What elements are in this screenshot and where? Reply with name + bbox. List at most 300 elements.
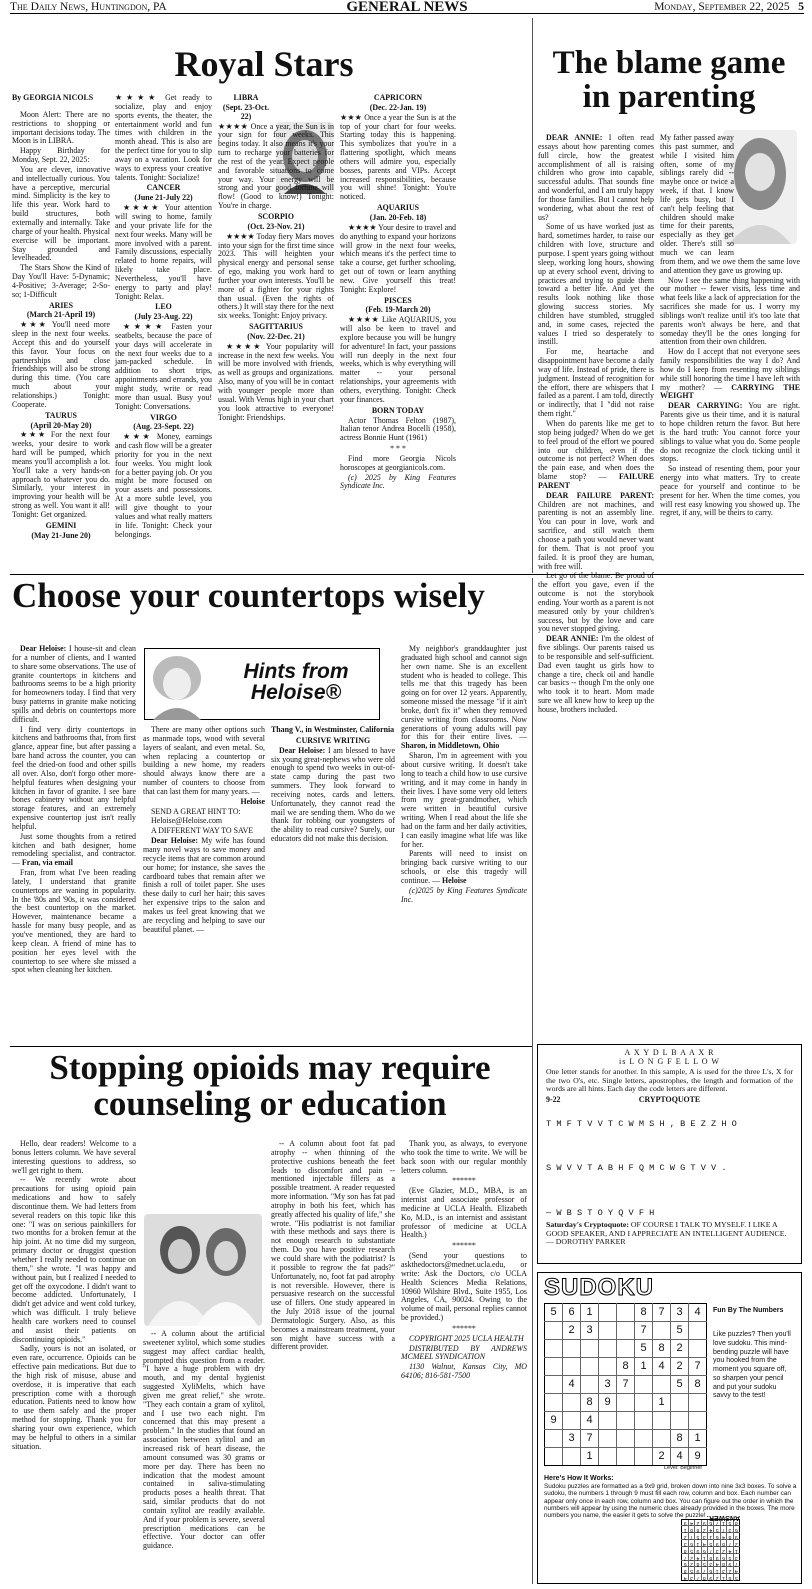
sudoku-cell: 5	[702, 1561, 706, 1568]
sudoku-cell: 7	[715, 1520, 719, 1527]
doctors-send: (Send your questions to askthedoctors@mednet.ucla.edu, or write: Ask the Doctors, c/o UCLA Health Sciences Media Relations, 10960 Wilshire Blvd., Suite 1955, Los Angeles, CA, 90024. Owing to the volume of mail, personal replies cannot be provided.)	[401, 1251, 527, 1323]
sudoku-cell	[689, 1394, 707, 1412]
sudoku-row	[682, 1574, 740, 1581]
sudoku-cell: 3	[722, 1568, 725, 1575]
crypto-line-2: S W V V T A B H F Q M C W G T V V .	[546, 1162, 727, 1173]
page-number: 5	[798, 1, 804, 13]
sudoku-cell	[563, 1340, 581, 1358]
heloise-sig-4: Sharon, in Middletown, Ohio	[401, 741, 500, 751]
sudoku-row	[545, 1322, 707, 1340]
doctors-stars-3: ******	[452, 1323, 476, 1333]
annie-sig-2: CARRYING THE WEIGHT	[660, 382, 800, 401]
sudoku-row	[682, 1540, 740, 1547]
newspaper-name: The Daily News, Huntingdon, PA	[10, 1, 167, 13]
doctors-address: 1130 Walnut, Kansas City, MO 64106; 816-581-7500	[401, 1362, 527, 1381]
annie-p8-text: My father passed away this past summer, and while I visited him often, some of my siblings rarely did -- maybe once or twice a week, if that. I know life gets busy, but I can't help feeling that children should make time for their parents, especially as they get older. There's still so much we can learn from them, and we owe them the same love and attention they gave us growing up.	[660, 133, 800, 275]
sign-cancer: CANCER	[146, 183, 181, 193]
sudoku-row	[682, 1567, 740, 1574]
doctors-p3: Sadly, yours is not an isolated, or even rare, occurrence. Opioids can be effective pain medications. But due to the high risk of misuse, abuse and overdose, it is imperative that each prescription come with a thorough education. Patients need to know how to use them safely and the proper method for stopping. Thank you for sharing your own experience, which may be helpful to others in a similar situation.	[12, 1344, 136, 1451]
sudoku-cell: 5	[671, 1322, 689, 1340]
annie-photo-float	[734, 134, 800, 250]
sudoku-cell: 3	[709, 1561, 713, 1568]
sudoku-cell: 3	[715, 1547, 719, 1554]
born-today-text: Actor Thomas Felton (1987), Italian tenor Andrea Bocelli (1958), actress Bonnie Hunt (1961)	[340, 415, 456, 443]
sudoku-cell: 5	[709, 1540, 713, 1547]
sudoku-answer-grid	[681, 1519, 740, 1581]
sudoku-cell: 9	[715, 1540, 719, 1547]
doctors-bio: (Eve Glazier, M.D., MBA, is an internist and associate professor of medicine at UCLA Health. Elizabeth Ko, M.D., is an internist and assistant professor of medicine at UCLA Health.)	[401, 1186, 527, 1240]
sudoku-cell: 3	[734, 1554, 738, 1561]
sudoku-cell: 9	[545, 1412, 563, 1430]
issue-date: Monday, September 22, 2025	[654, 1, 790, 13]
sudoku-cell: 2	[653, 1448, 671, 1466]
sudoku-cell: 4	[728, 1547, 732, 1554]
sudoku-answer-label: ANSWER:	[706, 1514, 740, 1521]
dates-aquarius: (Jan. 20-Feb. 18)	[369, 212, 427, 222]
sudoku-cell	[599, 1430, 617, 1448]
crypto-title: CRYPTOQUOTE	[638, 1095, 701, 1105]
heloise-c1b: I find very dirty countertops in kitchens and bathrooms that, from first glance, appear fine, but after passing a bare hand across the counter, you can feel the dried-on food and other spills all over. Also, don't forgo other more-helpful features when designing your kitchen in favor of granite. I see bare bones cabinetry without any helpful storage features, and an extremely expensive countertop just isn't really helpful.	[12, 724, 136, 831]
dates-scorpio: (Oct. 23-Nov. 21)	[247, 221, 305, 231]
divider	[10, 1046, 532, 1047]
sudoku-cell: 1	[581, 1448, 599, 1466]
more-horoscopes: Find more Georgia Nicols horoscopes at georgianicols.com.	[340, 453, 456, 472]
sudoku-cell: 1	[653, 1394, 671, 1412]
sudoku-cell: 8	[683, 1568, 687, 1575]
doctors-photo	[144, 1214, 262, 1326]
sudoku-cell: 8	[728, 1534, 732, 1541]
heloise-subhead-cursive: CURSIVE WRITING	[295, 735, 371, 745]
sign-pisces: PISCES	[384, 295, 412, 305]
heloise-send-hint: SEND A GREAT HINT TO:	[151, 806, 241, 816]
annie-p3: For me, heartache and disappointment have become a daily way of life. Instead of pride, there is judgment. Instead of recognition for the effort, there are whispers that I failed as a parent. I am told, directly or indirectly, that I "did not raise them right."	[538, 347, 654, 419]
sudoku-cell: 8	[722, 1561, 725, 1568]
page-header	[10, 0, 804, 14]
sudoku-fun-title: Fun By The Numbers	[713, 1307, 784, 1314]
annie-headline: The blame game in parenting	[552, 45, 786, 116]
annie-col-1	[538, 133, 655, 714]
divider	[532, 18, 533, 573]
sudoku-cell: 9	[715, 1554, 719, 1561]
sign-capricorn: CAPRICORN	[373, 93, 423, 102]
sudoku-cell: 4	[581, 1412, 599, 1430]
divider-stars: * * *	[390, 444, 406, 454]
crypto-saturday	[546, 1221, 793, 1247]
sudoku-cell: 8	[671, 1430, 689, 1448]
sudoku-cell	[653, 1430, 671, 1448]
sudoku-cell: 9	[696, 1547, 700, 1554]
doctors-stars-2: ******	[452, 1241, 476, 1251]
birthday-text: You are clever, innovative and intellectually curious. You have a perceptive, mercurial mind. Simplicity is the key to life this year. Work hard to build structures, both externally and internally. Take charge of your health. Physical exercise will be important. Stay grounded and levelheaded.	[12, 164, 110, 263]
sudoku-cell	[617, 1430, 635, 1448]
annie-p6: Let go of the blame. Be proud of the effort you gave, even if the outcome is not the storybook ending. Your worth as a parent is not measured only by your children's success, but by the love and care you never stopped giving.	[538, 571, 654, 634]
sudoku-cell	[635, 1430, 653, 1448]
sudoku-cell: 9	[696, 1568, 700, 1575]
text-leo: ★★★★ Fasten your seatbelts, because the pace of your days will accelerate in the next four weeks due to a jam-packed schedule. In addition to short trips, appointments and errands, you might study, write or read more than usual. Busy you! Tonight: Conversations.	[115, 322, 212, 411]
heloise-c4: My neighbor's granddaughter just graduated high school and cannot sign her own name. She is an excellent student who is headed to college. This tells me that this tragedy has been going on for over 12 years. Apparently, someone missed the message "if it ain't broke, don't fix it" when they removed cursive writing from classrooms. Now generations of young adults will pay for this for their entire lives. —	[401, 644, 527, 742]
sudoku-cell	[653, 1376, 671, 1394]
divider	[532, 578, 533, 1584]
sudoku-cell: 1	[702, 1554, 706, 1561]
heloise-c2f: My wife has found many novel ways to save money and recycle items that are common around our home; for instance, she saves the cardboard tubes that remain after we finish a roll of toilet paper. She uses these daily to curl her hair; this saves her expensive trips to the salon and makes us feel great knowing that we are recycling and helping to save our beautiful planet. —	[143, 836, 265, 934]
crypto-line-1: T M F T V V T C W M S H , B E Z Z H O	[546, 1119, 738, 1130]
sudoku-cell	[689, 1322, 707, 1340]
sudoku-cell: 7	[690, 1534, 694, 1541]
sudoku-cell	[653, 1412, 671, 1430]
dates-cancer: (June 21-July 22)	[134, 193, 193, 203]
sign-scorpio: SCORPIO	[258, 211, 294, 221]
sudoku-cell: 6	[722, 1554, 725, 1561]
sudoku-cell: 4	[563, 1376, 581, 1394]
sudoku-cell: 1	[683, 1527, 687, 1534]
heloise-col-3	[271, 726, 395, 1040]
sudoku-cell	[563, 1448, 581, 1466]
sudoku-cell: 1	[696, 1540, 700, 1547]
heloise-copyright: (c)2025 by King Features Syndicate Inc.	[401, 885, 527, 904]
sudoku-cell: 5	[690, 1568, 694, 1575]
birthday-line: Happy Birthday for Monday, Sept. 22, 2025:	[12, 146, 110, 165]
sudoku-cell: 6	[709, 1568, 713, 1575]
sudoku-cell: 7	[689, 1358, 707, 1376]
sudoku-cell: 3	[690, 1575, 694, 1581]
sudoku-row	[682, 1560, 740, 1567]
sudoku-cell	[563, 1412, 581, 1430]
annie-p5: Children are not machines, and parenting is not an assembly line. You can pour in love, work and sacrifice, and still watch them choose a path you would never want for them. That is not proof you failed. It is proof they are human, with free will.	[538, 499, 654, 571]
text-libra: ★★★★ Once a year, the Sun is in your sign for four weeks. This begins today. It also means it's your turn to recharge your batteries for the rest of the year. Expect people and favorable situations to come your way. Your energy will be strong and your good fortune will flow! (Good to know!) Tonight: You're in charge.	[218, 121, 334, 211]
born-today-heading: BORN TODAY	[371, 405, 425, 415]
sudoku-cell: 5	[728, 1554, 732, 1561]
sign-virgo: VIRGO	[150, 412, 177, 422]
doctors-p5: -- A column about foot fat pad atrophy -- when thinning of the protective cushions beneath the feet leads to discomfort and pain -- mentioned injectable fillers as a possible treatment. A reader requested more information. "My son has fat pad atrophy in both his feet, which has greatly affected his quality of life," she wrote. "His podiatrist is not familiar with these methods and says there is not enough research to substantiate them. Do you have positive research we could share with the podiatrist? Is it possible to regrow the fat pads?" Unfortunately, no, foot fat pad atrophy is not reversible. However, there is persuasive research on the successful use of fillers. One study appeared in the July 2018 issue of the journal Dermatologic Surgery. Also, as this becomes a mainstream treatment, your son might have success with a different provider.	[271, 1139, 395, 1352]
sudoku-cell: 3	[599, 1376, 617, 1394]
sudoku-cell: 2	[563, 1322, 581, 1340]
annie-p11: You are right. Parents give us their time, and it is natural to hope children return the favor. But here is the hard truth: You cannot force your siblings to value what you do. Some people do not recognize the clock ticking until it stops.	[660, 401, 800, 464]
sudoku-cell	[545, 1376, 563, 1394]
sudoku-cell: 3	[702, 1534, 706, 1541]
sudoku-cell: 1	[722, 1575, 725, 1581]
doctors-col-1	[12, 1140, 136, 1586]
sudoku-cell: 2	[671, 1340, 689, 1358]
sudoku-cell: 4	[696, 1554, 700, 1561]
sudoku-cell: 1	[715, 1568, 719, 1575]
dates-libra: (Sept. 23-Oct. 22)	[222, 102, 270, 121]
heloise-c1c: Just some thoughts from a retired kitchen and bath designer, home remodeling specialist, and contractor. —	[12, 831, 136, 868]
sudoku-cell: 7	[728, 1540, 732, 1547]
doctors-copyright: COPYRIGHT 2025 UCLA HEALTH	[409, 1333, 524, 1343]
sudoku-cell	[563, 1394, 581, 1412]
sudoku-cell: 8	[722, 1540, 725, 1547]
sudoku-cell: 2	[671, 1358, 689, 1376]
sudoku-cell: 5	[545, 1304, 563, 1322]
doctors-col-2	[143, 1330, 265, 1586]
crypto-date: 9-22	[546, 1095, 561, 1105]
heloise-email: Heloise@Heloise.com	[151, 816, 223, 826]
crypto-line-3: — W B S T O Y Q V F H	[546, 1208, 655, 1219]
text-aquarius: ★★★★ Your desire to travel and do anything to expand your horizons will grow in the next four weeks, which means it's the perfect time to take a course, get further schooling, get out of town or learn anything new. Give yourself this treat! Tonight: Explore!	[340, 222, 456, 294]
doctors-p4: -- A column about the artificial sweetener xylitol, which some studies suggest may affect cardiac health, prompted this question from a reader. "I have a huge problem with dry mouth, and my dental hygienist suggested XyliMelts, which have given me great relief," she wrote. "They each contain a gram of xylitol, and I use two each night. I'm concerned that this may present a problem." In the studies that found an association between xylitol and an increased risk of heart disease, the amount consumed was 30 grams or more per day. There has been no indication that the modest amount contained in saliva-stimulating products poses a health threat. That said, similar products that do not contain xylitol are readily available. And if your problem is severe, several prescription medications can be effective. Your doctor can offer guidance.	[143, 1329, 265, 1551]
sudoku-cell: 5	[671, 1376, 689, 1394]
sudoku-row	[545, 1430, 707, 1448]
crypto-saturday-label: Saturday's Cryptoquote:	[546, 1219, 629, 1229]
sudoku-cell	[581, 1358, 599, 1376]
annie-sig-1: FAILURE PARENT	[538, 472, 654, 490]
heloise-headline: Choose your countertops wisely	[12, 576, 485, 615]
sudoku-row	[545, 1412, 707, 1430]
annie-p10: How do I accept that not everyone sees family responsibilities the way I do? And how do I keep from resenting my siblings while still honoring the time I have left with my mother? —	[660, 347, 800, 392]
text-pisces: ★★★★ Like AQUARIUS, you will also be keen to travel and explore because you will be hungry for adventure! In fact, your passions will run deeply in the next four weeks, which is why everything will matter -- your personal relationships, your agreements with others, everything. Tonight: Check your finances.	[340, 315, 456, 404]
annie-p4: When do parents like me get to stop being judged? When do we get to feel proud of the effort we poured into our children, even if the outcome is not perfect? When does the pain ease, and when does the blame stop? —	[538, 419, 654, 482]
sudoku-cell	[653, 1322, 671, 1340]
sudoku-level: Level: Beginner	[664, 1465, 703, 1471]
heloise-c2b: There are many other options such as manmade tops, wood with several layers of sealant, and even metal. So, when replacing a countertop or building a new home, my readers should always know there are a number of counters to choose from that can last them for many years. —	[143, 725, 265, 796]
doctors-col-4	[401, 1140, 527, 1586]
doctors-headline: Stopping opioids may require counseling or education	[49, 1048, 491, 1124]
sudoku-cell	[635, 1412, 653, 1430]
horoscope-col-1	[12, 94, 110, 570]
sudoku-cell: 2	[696, 1520, 700, 1527]
sudoku-cell: 7	[683, 1554, 687, 1561]
horoscope-copyright: (c) 2025 by King Features Syndicate Inc.	[340, 472, 456, 491]
sudoku-cell: 8	[683, 1547, 687, 1554]
horoscope-col-3	[218, 94, 334, 570]
sudoku-cell	[617, 1448, 635, 1466]
doctors-p2: -- We recently wrote about precautions for using opioid pain medications and how to safely discontinue them. We had letters from several readers on this topic like this one: "I was on serious painkillers for two months for a broken femur at the hip joint. At no time did my surgeon, primary doctor or druggist question whether I really needed to continue on them," she wrote. "I was happy and without pain, but I realized I needed to get off the oxycodone. I didn't want to become addicted. Unfortunately, I didn't get advice and went cold turkey, which was difficult. I truly believe health care workers need to counsel and assist their patients on discontinuing opioids."	[12, 1175, 136, 1344]
heloise-c4c: Parents will need to insist on bringing back cursive writing to our schools, or else this tragedy will continue. —	[401, 849, 527, 885]
sudoku-cell: 8	[696, 1561, 700, 1568]
sudoku-how-title: Here's How It Works:	[544, 1475, 614, 1482]
sudoku-cell: 5	[728, 1520, 732, 1527]
sudoku-cell: 8	[617, 1358, 635, 1376]
sign-leo: LEO	[155, 302, 172, 312]
sudoku-cell	[689, 1412, 707, 1430]
heloise-sig-3: Thang V., in Westminster, California	[271, 725, 395, 734]
sudoku-cell: 4	[653, 1358, 671, 1376]
sudoku-cell: 4	[734, 1568, 738, 1575]
sudoku-grid	[544, 1303, 707, 1466]
sudoku-cell: 1	[689, 1430, 707, 1448]
heloise-lead-2: Dear Heloise:	[151, 836, 198, 846]
sign-aries: ARIES	[48, 300, 74, 310]
sudoku-cell	[545, 1358, 563, 1376]
sudoku-cell	[635, 1394, 653, 1412]
sudoku-cell: 9	[709, 1575, 713, 1581]
sudoku-cell: 8	[734, 1520, 738, 1527]
heloise-subhead-save: A DIFFERENT WAY TO SAVE	[151, 826, 254, 836]
sudoku-cell: 2	[728, 1568, 732, 1575]
sudoku-cell: 8	[653, 1340, 671, 1358]
sudoku-cell: 9	[683, 1520, 687, 1527]
sudoku-cell: 1	[635, 1358, 653, 1376]
sudoku-cell	[635, 1376, 653, 1394]
sudoku-row	[545, 1304, 707, 1322]
sudoku-cell: 7	[617, 1376, 635, 1394]
text-scorpio: ★★★★ Today fiery Mars moves into your sign for the first time since 2023. This will heighten your physical energy and personal sense of ego, making you work hard to further your own interests. You'll be more of a fighter for your rights than usual. (Even the rights of others.) It will stay there for the next six weeks. Tonight: Enjoy privacy.	[218, 231, 334, 321]
sudoku-cell	[545, 1448, 563, 1466]
sign-libra: LIBRA	[233, 93, 259, 102]
annie-p12: So instead of resenting them, pour your energy into what matters. Try to create peace for yourself and continue to be present for her. When the time comes, you will rest easy knowing you showed up. The regret, if any, will be theirs to carry.	[660, 464, 800, 518]
sudoku-cell: 3	[683, 1540, 687, 1547]
heloise-lead-1: Dear Heloise:	[20, 644, 67, 653]
dates-aries: (March 21-April 19)	[26, 310, 96, 320]
annie-p1: I often read essays about how parenting comes full circle, how the greatest accomplishment of all is raising children who grow into capable, successful adults. That sounds fine and wonderful, and I am truly happy for those families. But I cannot help wondering, what about the rest of us?	[538, 133, 655, 222]
sudoku-cell	[581, 1340, 599, 1358]
sudoku-how-text: Sudoku puzzles are formatted as a 9x9 grid, broken down into nine 3x3 boxes. To solve a sudoku, the numbers 1 through 9 must fill each row, column and box. Each number can appear only once in each row, column and box. You can figure out the order in which the numbers will appear by using the numeric clues already provided in the boxes. The more numbers you name, the easier it gets to solve the puzzle!	[544, 1483, 797, 1520]
text-virgo: ★★★ Money, earnings and cash flow will be a greater priority for you in the next four weeks. You might look for a better paying job. Or you might be more focused on your assets and possessions. At a more subtle level, you will give thought to your values and what really matters in life. Tonight: Check your belongings.	[115, 432, 212, 539]
heloise-sig-1: Fran, via email	[21, 858, 73, 868]
sudoku-cell: 1	[722, 1520, 725, 1527]
sudoku-cell: 7	[696, 1575, 700, 1581]
annie-lead-2: DEAR FAILURE PARENT:	[546, 490, 654, 500]
dates-capricorn: (Dec. 22-Jan. 19)	[369, 102, 427, 112]
heloise-lead-3: Dear Heloise:	[279, 745, 326, 755]
sudoku-cell: 1	[734, 1547, 738, 1554]
heloise-logo	[144, 648, 380, 720]
sudoku-cell: 9	[702, 1520, 706, 1527]
stars-legend: The Stars Show the Kind of Day You'll Have: 5-Dynamic; 4-Positive; 3-Average; 2-So-so; 1-Difficult	[12, 263, 110, 299]
sudoku-row	[682, 1553, 740, 1560]
doctors-distributed: DISTRIBUTED BY ANDREWS MCMEEL SYNDICATION	[401, 1343, 527, 1362]
heloise-c4b: Sharon, I'm in agreement with you about cursive writing. It doesn't take long to teach a child how to use cursive writing, and it may come in handy in their lives. I have some very old letters from my great-grandmother, which were written in beautiful cursive writing. When I read about the life she had on the farm and her daily activities, I can easily imagine what life was like for her.	[401, 751, 527, 849]
sudoku-cell	[545, 1322, 563, 1340]
sudoku-cell	[599, 1340, 617, 1358]
sudoku-cell: 4	[683, 1575, 687, 1581]
sudoku-cell	[671, 1394, 689, 1412]
horoscope-byline: By GEORGIA NICOLS	[12, 93, 94, 102]
sudoku-cell: 2	[690, 1554, 694, 1561]
sudoku-cell	[599, 1322, 617, 1340]
sudoku-cell: 2	[690, 1561, 694, 1568]
dates-virgo: (Aug. 23-Sept. 22)	[133, 422, 194, 432]
sudoku-cell: 9	[689, 1448, 707, 1466]
sudoku-cell: 6	[683, 1561, 687, 1568]
heloise-sig-5: Heloise	[442, 875, 467, 885]
heloise-c1d: Fran, from what I've been reading lately, I understand that granite countertops are waning in popularity. In the '80s and '90s, it was considered the best countertop on the market. However, maintenance became a hassle for many busy people, and as you've mentioned, they are hard to keep clean. A friend of mine has to position her eyes level with the countertop to see where she missed a spot when cleaning her kitchen.	[12, 868, 136, 975]
sudoku-cell: 5	[734, 1575, 738, 1581]
sudoku-cell: 7	[734, 1561, 738, 1568]
sudoku-cell: 7	[653, 1304, 671, 1322]
sudoku-answer	[600, 1514, 740, 1581]
text-aries: ★★★ You'll need more sleep in the next four weeks. Accept this and do yourself this favor. Your focus on partnerships and close friendships will also be strong during this time. (You care much about your relationships.) Tonight: Cooperate.	[12, 320, 110, 409]
sudoku-cell	[545, 1340, 563, 1358]
sudoku-cell: 5	[696, 1534, 700, 1541]
sign-gemini: GEMINI	[45, 520, 77, 530]
sudoku-cell: 7	[635, 1322, 653, 1340]
sudoku-cell: 3	[728, 1527, 732, 1534]
sudoku-cell: 2	[715, 1575, 719, 1581]
sudoku-row	[682, 1526, 740, 1533]
sudoku-cell	[599, 1304, 617, 1322]
crypto-sample-code: A X Y D L B A A X R	[624, 1048, 715, 1057]
sudoku-cell: 6	[563, 1304, 581, 1322]
issue-date-page	[654, 1, 804, 14]
sudoku-cell	[599, 1448, 617, 1466]
sudoku-cell: 5	[715, 1527, 719, 1534]
sudoku-cell: 1	[581, 1304, 599, 1322]
text-cancer: ★★★★ Your attention will swing to home, family and your private life for the next four weeks. Many will be more involved with a parent. Family discussions, especially related to home repairs, will likely take place. Nevertheless, you'll have energy to party and play! Tonight: Relax.	[115, 203, 212, 301]
sudoku-cell: 6	[709, 1520, 713, 1527]
heloise-col-1	[12, 645, 136, 1040]
sudoku-cell: 8	[581, 1394, 599, 1412]
doctors-col-3	[271, 1140, 395, 1586]
sudoku-cell: 4	[722, 1534, 725, 1541]
sudoku-cell: 3	[563, 1430, 581, 1448]
sudoku-cell: 6	[702, 1547, 706, 1554]
sudoku-row	[545, 1448, 707, 1466]
horoscope-col-4	[340, 94, 456, 570]
sign-taurus: TAURUS	[45, 410, 77, 420]
sudoku-cell	[671, 1412, 689, 1430]
section-title: GENERAL NEWS	[346, 0, 468, 15]
annie-lead-1: DEAR ANNIE:	[546, 133, 603, 142]
sudoku-cell: 1	[709, 1534, 713, 1541]
sudoku-cell: 9	[728, 1561, 732, 1568]
crypto-title-row	[546, 1096, 793, 1108]
heloise-logo-text: Hints from Heloise®	[243, 660, 349, 704]
divider	[10, 574, 804, 575]
sudoku-fun-text: Like puzzles? Then you'll love sudoku. This mind-bending puzzle will have you hooked from the moment you square off, so sharpen your pencil and put your sudoku savvy to the test!	[713, 1331, 791, 1400]
doctors-p6: Thank you, as always, to everyone who took the time to write. We will be back soon with our regular monthly letters column.	[401, 1139, 527, 1175]
dates-taurus: (April 20-May 20)	[30, 420, 92, 430]
heloise-sig-2: Heloise	[240, 796, 265, 806]
sudoku-cell	[545, 1394, 563, 1412]
sudoku-cell: 7	[722, 1527, 725, 1534]
sudoku-cell: 4	[702, 1540, 706, 1547]
sudoku-cell	[617, 1394, 635, 1412]
sudoku-cell: 6	[690, 1540, 694, 1547]
sudoku-cell	[617, 1340, 635, 1358]
sudoku-cell: 6	[715, 1534, 719, 1541]
sudoku-cell: 5	[635, 1340, 653, 1358]
sudoku-cell: 7	[702, 1568, 706, 1575]
sudoku-row	[545, 1358, 707, 1376]
sudoku-cell: 3	[581, 1322, 599, 1340]
sudoku-cell: 6	[728, 1575, 732, 1581]
sudoku-cell: 9	[599, 1394, 617, 1412]
sudoku-cell	[617, 1412, 635, 1430]
annie-p9: Now I see the same thing happening with our mother -- fewer visits, less time and what feels like a lack of appreciation for the sacrifices she made for us. I worry my siblings won't realize until it's too late that parents won't always be here, and that someday they'll be the ones longing for attention from their own children.	[660, 275, 800, 347]
heloise-c3c: I am blessed to have six young great-nephews who were old enough to spend two weeks in out-of-state camp during the past two summers. They look forward to receiving notes, cards and letters. Unfortunately, they cannot read the mail we are sending them. Who do we thank for robbing our youngsters of the ability to read cursive? Surely, our educators did not make this decision.	[271, 745, 395, 844]
sudoku-row	[545, 1376, 707, 1394]
sudoku-cell: 4	[709, 1527, 713, 1534]
annie-col-2-body	[660, 134, 800, 570]
sudoku-cell	[689, 1340, 707, 1358]
text-capricorn: ★★★ Once a year the Sun is at the top of your chart for four weeks. Starting today this is happening. This symbolizes that you're in a flattering spotlight, which means others will admire you, especially bosses, parents and VIPs. Accept increased responsibilities, because you will shine! Tonight: You're noticed.	[340, 112, 456, 202]
moon-alert: Moon Alert: There are no restrictions to shopping or important decisions today. The Moon is in LIBRA.	[12, 109, 110, 146]
sudoku-title: SUDOKU	[544, 1274, 655, 1301]
crypto-sample-is: is L O N G F E L L O W	[619, 1056, 720, 1066]
sudoku-cell: 7	[709, 1547, 713, 1554]
horoscope-headline: Royal Stars	[174, 44, 354, 84]
sudoku-row	[545, 1394, 707, 1412]
sudoku-cell: 8	[709, 1554, 713, 1561]
heloise-portrait-icon	[147, 650, 207, 720]
text-sagittarius: ★★★★ Your popularity will increase in the next few weeks. You will be more involved with friends, as well as groups and organizations. Also, many of you will be in contact with younger people more than usual. With Venus high in your chart you look attractive to everyone! Tonight: Friendships.	[218, 341, 334, 422]
sudoku-cell: 2	[734, 1540, 738, 1547]
dates-gemini: (May 21-June 20)	[31, 530, 91, 540]
sudoku-cell	[599, 1412, 617, 1430]
sudoku-cell: 9	[734, 1534, 738, 1541]
sudoku-cell: 6	[734, 1527, 738, 1534]
sudoku-cell: 8	[689, 1376, 707, 1394]
sudoku-cell	[563, 1358, 581, 1376]
sudoku-cell	[635, 1448, 653, 1466]
sudoku-cell: 5	[690, 1547, 694, 1554]
sudoku-cell: 4	[671, 1448, 689, 1466]
heloise-c1: I house-sit and clean for a number of clients, and I wanted to share some observations. The use of granite countertops in kitchens and bathrooms seems to be a high priority for homeowners today. I find that very busy patterns in granite make noticing spills and debris on countertops more difficult.	[12, 644, 136, 724]
sudoku-cell	[545, 1430, 563, 1448]
heloise-col-4	[401, 645, 527, 1040]
sudoku-cell: 2	[702, 1527, 706, 1534]
